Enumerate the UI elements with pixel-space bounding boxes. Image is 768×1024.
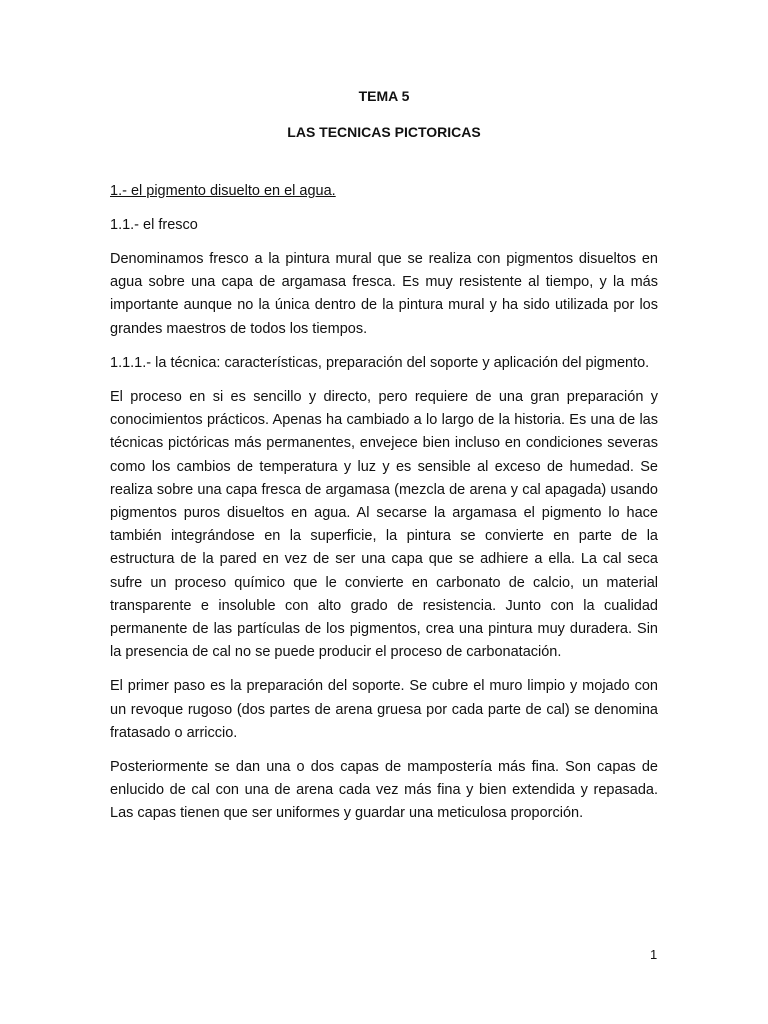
document-title: TEMA 5 (358, 88, 410, 104)
section-heading-1-1-1: 1.1.1.- la técnica: características, preparación del soporte y aplicación del pigmento. (110, 354, 650, 371)
paragraph-process: El proceso en si es sencillo y directo, pero requiere de una gran preparación y conocimientos prácticos. Apenas ha cambiado a lo largo de la historia. Es una de las técnicas pictóricas más permanentes, envejece bien incluso en condiciones severas como los cambios de temperatura y luz y es sensible al exceso de humedad. Se realiza sobre una capa fresca de argamasa (mezcla de arena y cal apagada) usando pigmentos puros disueltos en agua. Al secarse la argamasa el pigmento lo hace también integrándose en la superficie, la pintura se convierte en parte de la estructura de la pared en vez de ser una capa que se adhiere a ella. La cal seca sufre un proceso químico que le convierte en carbonato de calcio, un material transparente e insoluble con alto grado de resistencia. Junto con la cualidad permanente de las partículas de los pigmentos, crea una pintura muy duradera. Sin la presencia de cal no se puede producir el proceso de carbonatación. (110, 389, 658, 661)
paragraph-support-preparation: El primer paso es la preparación del soporte. Se cubre el muro limpio y mojado con un revoque rugoso (dos partes de arena gruesa por cada parte de cal) se denomina fratasado o arriccio. (110, 678, 658, 741)
document-page (110, 86, 658, 826)
paragraph-fresco-definition: Denominamos fresco a la pintura mural que se realiza con pigmentos disueltos en agua sobre una capa de argamasa fresca. Es muy resistente al tiempo, y la más importante aunque no la única dentro de la pintura mural y ha sido utilizada por los grandes maestros de todos los tiempos. (110, 251, 658, 337)
section-heading-1: 1.- el pigmento disuelto en el agua. (110, 183, 336, 199)
section-heading-1-1: 1.1.- el fresco (110, 217, 198, 233)
page-number: 1 (650, 947, 658, 962)
document-subtitle: LAS TECNICAS PICTORICAS (287, 124, 481, 140)
paragraph-plaster-layers: Posteriormente se dan una o dos capas de mampostería más fina. Son capas de enlucido de cal con una de arena cada vez más fina y bien extendida y repasada. Las capas tienen que ser uniformes y guardar una meticulosa proporción. (110, 759, 658, 822)
